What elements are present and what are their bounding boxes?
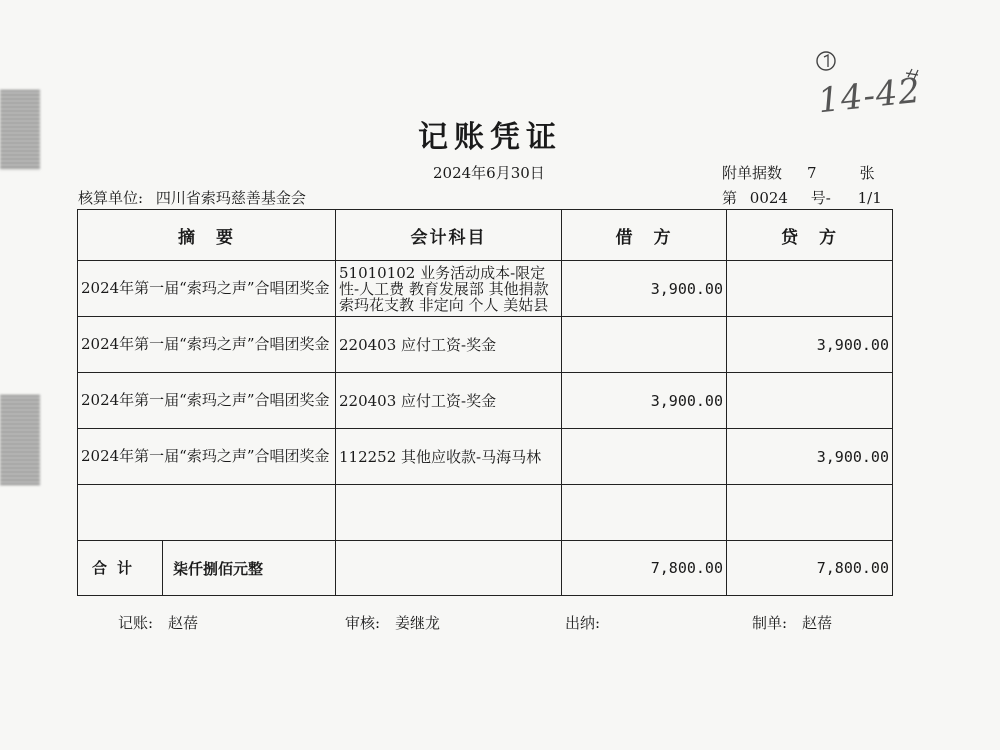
signature-reviewer: 审核: 姜继龙 xyxy=(345,614,441,632)
total-label: 合计 xyxy=(78,541,163,595)
cell-credit xyxy=(727,261,893,317)
handwritten-note: 14-42 xyxy=(816,70,923,122)
header-account: 会计科目 xyxy=(336,210,562,261)
voucher-table xyxy=(77,209,893,596)
cell-account xyxy=(336,485,562,541)
cell-debit: 3,900.00 xyxy=(562,373,727,429)
attach-label: 附单据数 xyxy=(722,164,783,182)
table-header xyxy=(78,210,893,261)
cell-debit: 3,900.00 xyxy=(562,261,727,317)
accounting-unit xyxy=(78,187,306,208)
attach-count: 7 xyxy=(807,164,817,182)
attachment-count xyxy=(722,162,875,183)
cell-debit xyxy=(562,485,727,541)
signature-cashier: 出纳: xyxy=(565,614,601,632)
table-row xyxy=(78,317,893,373)
voucher-page: 1/1 xyxy=(857,189,882,207)
header-summary: 摘 要 xyxy=(78,210,336,261)
voucher-title: 记账凭证 xyxy=(418,120,562,155)
total-row xyxy=(78,541,893,596)
cell-account: 112252 其他应收款-马海马林 xyxy=(336,429,562,485)
cell-credit xyxy=(727,485,893,541)
cell-account: 220403 应付工资-奖金 xyxy=(336,373,562,429)
cell-summary: 2024年第一届“索玛之声”合唱团奖金 xyxy=(78,373,336,429)
cell-credit: 3,900.00 xyxy=(727,317,893,373)
voucher-number xyxy=(722,187,882,208)
cell-summary xyxy=(78,485,336,541)
total-account-empty xyxy=(336,541,562,596)
voucher-no-prefix: 第 xyxy=(722,189,738,207)
voucher-no-suffix: 号- xyxy=(810,189,831,207)
table-row-empty xyxy=(78,485,893,541)
table-row xyxy=(78,429,893,485)
total-debit: 7,800.00 xyxy=(562,541,727,596)
header-credit: 贷 方 xyxy=(727,210,893,261)
cell-account: 220403 应付工资-奖金 xyxy=(336,317,562,373)
cell-account: 51010102 业务活动成本-限定性-人工费 教育发展部 其他捐款 索玛花支教 非定向 个人 美姑县 xyxy=(336,261,562,317)
cell-credit: 3,900.00 xyxy=(727,429,893,485)
cell-credit xyxy=(727,373,893,429)
cell-debit xyxy=(562,317,727,373)
scan-shadow xyxy=(0,395,40,485)
total-credit: 7,800.00 xyxy=(727,541,893,596)
unit-label: 核算单位: xyxy=(78,189,144,207)
cell-summary: 2024年第一届“索玛之声”合唱团奖金 xyxy=(78,317,336,373)
table-row xyxy=(78,373,893,429)
signature-preparer: 制单: 赵蓓 xyxy=(752,614,833,632)
unit-name: 四川省索玛慈善基金会 xyxy=(155,189,306,207)
voucher-date: 2024年6月30日 xyxy=(433,164,545,182)
cell-debit xyxy=(562,429,727,485)
cell-summary: 2024年第一届“索玛之声”合唱团奖金 xyxy=(78,429,336,485)
total-amount-words: 柒仟捌佰元整 xyxy=(173,559,264,578)
table-row xyxy=(78,261,893,317)
header-debit: 借 方 xyxy=(562,210,727,261)
cell-summary: 2024年第一届“索玛之声”合唱团奖金 xyxy=(78,261,336,317)
attach-unit: 张 xyxy=(859,164,875,182)
total-cell xyxy=(78,541,336,596)
signature-bookkeeper: 记账: 赵蓓 xyxy=(118,614,199,632)
voucher-no-value: 0024 xyxy=(749,189,788,207)
